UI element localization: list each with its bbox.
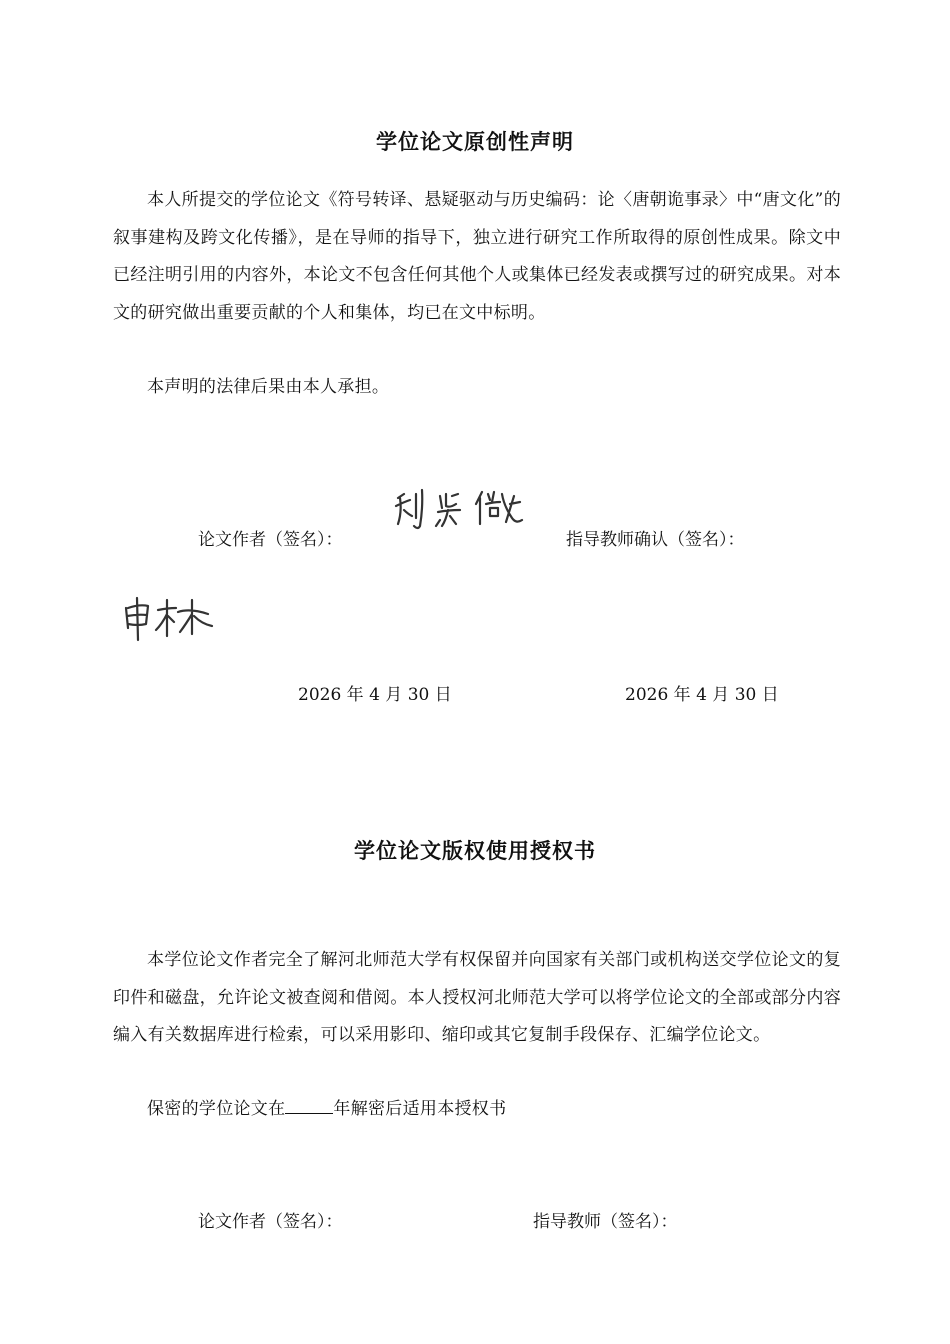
advisor-signature <box>118 594 218 644</box>
declaration-author-label: 论文作者（签名）： <box>198 530 343 550</box>
declaration-advisor-date: 2026 年 4 月 30 日 <box>625 685 779 705</box>
authorization-paragraph: 本学位论文作者完全了解河北师范大学有权保留并向国家有关部门或机构送交学位论文的复印件和磁盘，允许论文被查阅和借阅。本人授权河北师范大学可以将学位论文的全部或部分内容编入有关数据库进行检索，可以采用影印、缩印或其它复制手段保存、汇编学位论文。 <box>113 950 841 1045</box>
declaration-legal-note: 本声明的法律后果由本人承担。 <box>147 377 390 397</box>
author-signature <box>390 484 530 534</box>
declaration-paragraph: 本人所提交的学位论文《符号转译、悬疑驱动与历史编码：论〈唐朝诡事录〉中“唐文化”的叙事建构及跨文化传播》，是在导师的指导下，独立进行研究工作所取得的原创性成果。除文中已经注明引用的内容外，本论文不包含任何其他个人或集体已经发表或撰写过的研究成果。对本文的研究做出重要贡献的个人和集体，均已在文中标明。 <box>113 190 841 323</box>
authorization-title: 学位论文版权使用授权书 <box>354 839 596 863</box>
authorization-author-label: 论文作者（签名）： <box>198 1212 343 1232</box>
declaration-advisor-label: 指导教师确认（签名）： <box>566 530 745 550</box>
secrecy-years-blank <box>285 1099 333 1114</box>
declaration-author-date: 2026 年 4 月 30 日 <box>298 685 452 705</box>
secrecy-suffix: 年解密后适用本授权书 <box>333 1099 507 1119</box>
secrecy-line <box>113 1091 841 1129</box>
authorization-advisor-label: 指导教师（签名）： <box>533 1212 678 1232</box>
declaration-title: 学位论文原创性声明 <box>376 130 574 154</box>
secrecy-prefix: 保密的学位论文在 <box>147 1099 286 1119</box>
